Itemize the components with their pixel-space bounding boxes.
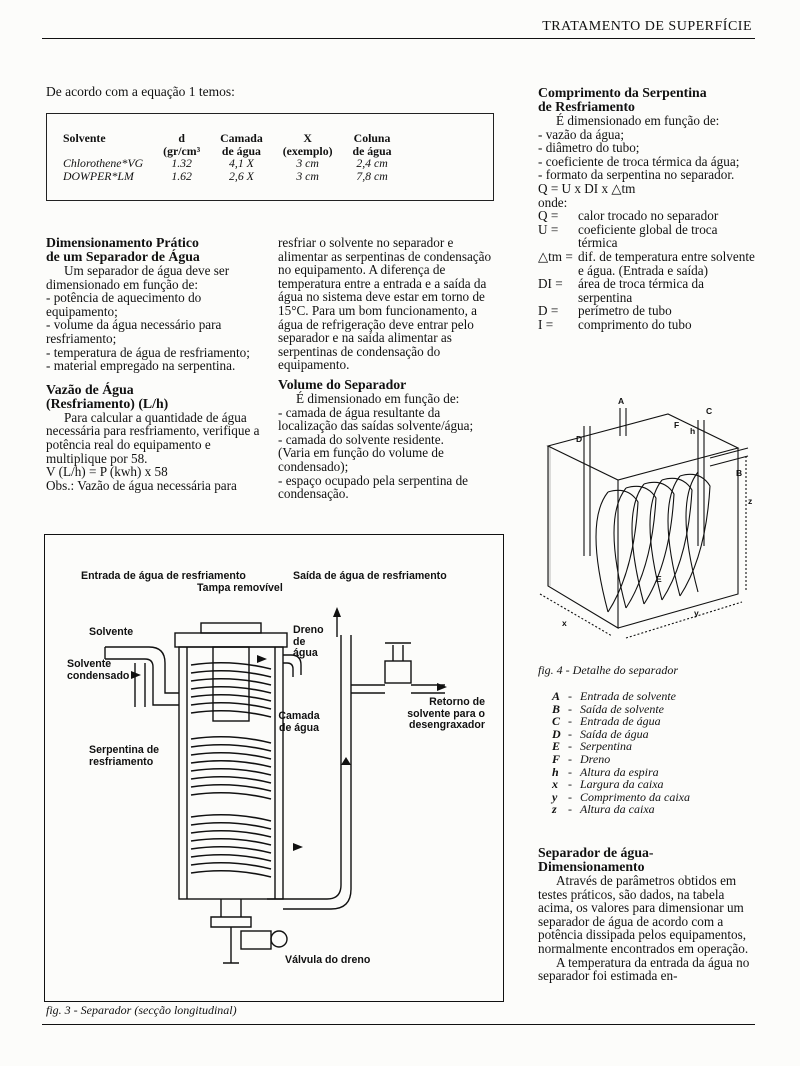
fig4-label-d: D: [576, 434, 583, 444]
fig4-label-x: x: [562, 618, 567, 628]
column-2: [278, 236, 500, 501]
bullet: - volume da água necessário para resfriamento;: [46, 317, 222, 346]
solvent-table: [59, 132, 402, 182]
fig4-label-y: y: [694, 608, 699, 618]
th-x: X (exemplo): [282, 131, 333, 158]
paragraph: Um separador de água deve ser dimensionado em função de:: [46, 263, 230, 292]
footer-rule: [42, 1024, 755, 1025]
paragraph: Através de parâmetros obtidos em testes práticos, são dados, na tabela acima, os valores para dimensionar um separador de água de acordo com a potência dissipada pelos equipamentos, normalmente encontrados em operação.: [538, 873, 749, 956]
fig3-label-condensado: Solvente condensado: [67, 658, 130, 682]
fig3-label-entrada: Entrada de água de resfriamento: [81, 570, 246, 582]
heading-vazao: Vazão de Água (Resfriamento) (L/h): [46, 381, 169, 411]
bullet: - material empregado na serpentina.: [46, 358, 236, 374]
table-row: DOWPER*LM 1.62 2,6 X 3 cm 7,8 cm: [63, 168, 388, 183]
paragraph: A temperatura da entrada da água no separador foi estimada en-: [538, 954, 750, 984]
solvent-table-box: [46, 113, 494, 201]
th-camada: Camada de água: [220, 131, 263, 158]
fig3-label-retorno: Retorno de solvente para o desengraxador: [407, 696, 485, 731]
fig4-drawing: [538, 396, 758, 650]
fig3-label-camada: Camada de água: [278, 710, 320, 734]
heading-comprimento: Comprimento da Serpentina de Resfriamento: [538, 85, 707, 114]
fig3-label-tampa: Tampa removível: [197, 582, 283, 594]
fig4-label-a: A: [618, 396, 625, 406]
column-1: [46, 236, 264, 492]
th-coluna: Coluna de água: [352, 131, 392, 158]
fig4-label-f: F: [674, 420, 680, 430]
fig4-label-z: z: [748, 496, 753, 506]
bullet: - coeficiente de troca térmica da água;: [538, 153, 740, 169]
fig3-label-solvente: Solvente: [89, 626, 134, 638]
running-header: TRATAMENTO DE SUPERFÍCIE: [542, 19, 752, 34]
separator-box-illustration: [538, 396, 758, 650]
fig3-label-valvula: Válvula do dreno: [285, 954, 371, 966]
th-solvente: Solvente: [63, 131, 106, 145]
bullet: - camada de água resultante da localização das saídas solvente/água;: [278, 404, 474, 434]
bullet: - formato da serpentina no separador.: [538, 167, 735, 183]
fig3-caption: fig. 3 - Separador (secção longitudinal): [46, 1003, 237, 1017]
bullet: - potência de aquecimento do equipamento;: [46, 290, 202, 319]
bullet: - espaço ocupado pela serpentina de condensação.: [278, 472, 469, 502]
paragraph: onde:: [538, 194, 568, 210]
column-3-bottom: [538, 846, 756, 983]
fig4-caption: fig. 4 - Detalhe do separador: [538, 663, 678, 677]
formula: V (L/h) = P (kwh) x 58: [46, 464, 168, 480]
fig4-legend: A - Entrada de solvente B - Saída de solvente C - Entrada de água D - Saída de água E - Serpentina F - Dreno h - Altura da espira x - Largura da caixa y - Comprimento da caixa z - Altura da caixa: [552, 689, 690, 817]
fig3-label-serpentina: Serpentina de resfriamento: [89, 744, 160, 768]
paragraph: resfriar o solvente no separador e alimentar as serpentinas de condensação no equipamento. A diferença de temperatura entre a entrada e a saída da água no sistema deve estar em torno de 15°C. Para um bom funcionamento, a água de refrigeração deve entrar pelo separador e na saída alimentar as serpentinas de condensação do equipamento.: [278, 235, 492, 373]
fig3-label-saida: Saída de água de resfriamento: [293, 570, 447, 582]
heading-dimensionamento: Dimensionamento Prático de um Separador de Água: [46, 235, 200, 264]
heading-separador: Separador de água- Dimensionamento: [538, 845, 654, 874]
bullet: - diâmetro do tubo;: [538, 140, 640, 156]
header-rule: [42, 38, 755, 39]
fig4-label-e: E: [656, 574, 662, 584]
paragraph: É dimensionado em função de:: [556, 113, 720, 128]
heading-volume: Volume do Separador: [278, 376, 407, 392]
paragraph: Obs.: Vazão de água necessária para: [46, 477, 237, 493]
equation: Q = U x DI x △tm: [538, 180, 636, 196]
bullet: - vazão da água;: [538, 126, 625, 142]
fig3-label-dreno: Dreno de água: [293, 624, 324, 659]
table-row: Chlorothene*VG 1.32 4,1 X 3 cm 2,4 cm: [63, 156, 388, 170]
intro-text: De acordo com a equação 1 temos:: [46, 84, 235, 99]
paragraph: É dimensionado em função de:: [296, 390, 460, 406]
fig4-label-h: h: [690, 426, 696, 436]
th-d: d (gr/cm³: [163, 131, 201, 158]
fig3-box: [44, 534, 504, 1002]
separator-section-illustration: [45, 535, 503, 1001]
column-3: [538, 86, 756, 332]
paragraph: Para calcular a quantidade de água necessária para resfriamento, verifique a potência real do equipamento e multiplique por 58.: [46, 409, 260, 466]
bullet: - camada do solvente residente.: [278, 431, 444, 447]
definitions-list: Q = calor trocado no separador U = coeficiente global de troca térmica △tm = dif. de temperatura entre solvente e água. (Entrada e saída) DI = área de troca térmica da serpentina D = perímetro de tubo I = comprimento do tubo: [538, 208, 755, 332]
fig4-label-c: C: [706, 406, 713, 416]
bullet: (Varia em função do volume de condensado);: [278, 445, 444, 474]
fig4-label-b: B: [736, 468, 743, 478]
bullet: - temperatura de água de resfriamento;: [46, 344, 250, 360]
